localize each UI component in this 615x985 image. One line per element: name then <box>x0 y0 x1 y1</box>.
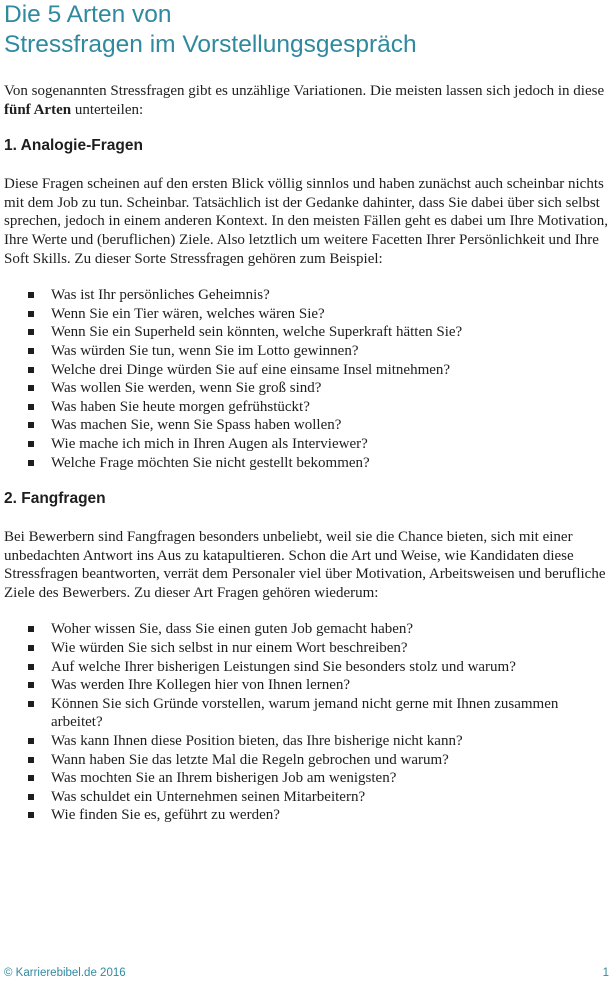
section-heading: 2. Fangfragen <box>4 490 106 508</box>
list-item <box>4 398 611 417</box>
list-item <box>4 676 611 695</box>
list-item <box>4 751 611 770</box>
title-line-1: Die 5 Arten von <box>4 1 172 28</box>
question-text: Was werden Ihre Kollegen hier von Ihnen lernen? <box>51 677 351 694</box>
page-footer <box>4 967 609 979</box>
square-bullet-icon <box>28 460 34 466</box>
square-bullet-icon <box>28 292 34 298</box>
list-item <box>4 286 611 305</box>
list-item <box>4 361 611 380</box>
intro-text-after: unterteilen: <box>71 101 144 118</box>
list-item <box>4 454 611 473</box>
intro-paragraph <box>4 82 611 119</box>
question-text: Was wollen Sie werden, wenn Sie groß sind? <box>51 380 322 397</box>
list-item <box>4 806 611 825</box>
question-text: Wie finden Sie es, geführt zu werden? <box>51 807 280 824</box>
square-bullet-icon <box>28 645 34 651</box>
question-list <box>4 620 611 825</box>
square-bullet-icon <box>28 422 34 428</box>
question-text: Was mochten Sie an Ihrem bisherigen Job am wenigsten? <box>51 770 397 787</box>
list-item <box>4 658 611 677</box>
question-text: Können Sie sich Gründe vorstellen, warum jemand nicht gerne mit Ihnen zusammen arbeitet? <box>51 695 559 731</box>
question-text: Woher wissen Sie, dass Sie einen guten Job gemacht haben? <box>51 621 414 638</box>
square-bullet-icon <box>28 311 34 317</box>
list-item <box>4 639 611 658</box>
question-text: Welche drei Dinge würden Sie auf eine einsame Insel mitnehmen? <box>51 361 451 378</box>
question-text: Was kann Ihnen diese Position bieten, das Ihre bisherige nicht kann? <box>51 733 463 750</box>
question-text: Welche Frage möchten Sie nicht gestellt bekommen? <box>51 454 370 471</box>
question-text: Wenn Sie ein Tier wären, welches wären Sie? <box>51 305 325 322</box>
list-item <box>4 379 611 398</box>
square-bullet-icon <box>28 626 34 632</box>
list-item <box>4 305 611 324</box>
question-text: Wie mache ich mich in Ihren Augen als Interviewer? <box>51 435 368 452</box>
square-bullet-icon <box>28 812 34 818</box>
page-number: 1 <box>602 967 609 979</box>
list-item <box>4 435 611 454</box>
square-bullet-icon <box>28 385 34 391</box>
list-item <box>4 732 611 751</box>
intro-bold-text: fünf Arten <box>4 101 72 118</box>
square-bullet-icon <box>28 701 34 707</box>
question-text: Was würden Sie tun, wenn Sie im Lotto gewinnen? <box>51 342 359 359</box>
list-item <box>4 769 611 788</box>
list-item <box>4 788 611 807</box>
list-item <box>4 342 611 361</box>
square-bullet-icon <box>28 775 34 781</box>
question-list <box>4 286 611 472</box>
question-text: Wie würden Sie sich selbst in nur einem Wort beschreiben? <box>51 640 408 657</box>
list-item <box>4 416 611 435</box>
question-text: Was schuldet ein Unternehmen seinen Mitarbeitern? <box>51 788 366 805</box>
question-text: Was machen Sie, wenn Sie Spass haben wollen? <box>51 417 342 434</box>
page-title <box>4 0 611 60</box>
square-bullet-icon <box>28 664 34 670</box>
intro-text-before: Von sogenannten Stressfragen gibt es unzählige Variationen. Die meisten lassen sich jedoch in diese <box>4 83 605 99</box>
square-bullet-icon <box>28 738 34 744</box>
square-bullet-icon <box>28 682 34 688</box>
section-paragraph: Bei Bewerbern sind Fangfragen besonders unbeliebt, weil sie die Chance bieten, sich mit einer unbedachten Antwort ins Aus zu katapultieren. Schon die Art und Weise, wie Kandidaten diese Stressfragen beantworten, verrät dem Personaler viel über Motivation, Arbeitsweisen und berufliche Ziele des Bewerbers. Zu dieser Art Fragen gehören wiederum: <box>4 529 606 601</box>
square-bullet-icon <box>28 348 34 354</box>
question-text: Was ist Ihr persönliches Geheimnis? <box>51 287 270 304</box>
section-paragraph: Diese Fragen scheinen auf den ersten Blick völlig sinnlos und haben zunächst auch scheinbar nichts mit dem Job zu tun. Scheinbar. Tatsächlich ist der Gedanke dahinter, dass Sie dabei über sich selbst sprechen, jedoch in einem anderen Kontext. In den meisten Fällen geht es dabei um Ihre Motivation, Ihre Werte und (beruflichen) Ziele. Also letztlich um weitere Facetten Ihrer Persönlichkeit und Ihre Soft Skills. Zu dieser Sorte Stressfragen gehören zum Beispiel: <box>4 176 608 267</box>
square-bullet-icon <box>28 757 34 763</box>
list-item <box>4 323 611 342</box>
document-page <box>4 0 611 825</box>
list-item <box>4 620 611 639</box>
square-bullet-icon <box>28 404 34 410</box>
section-fangfragen <box>4 490 611 825</box>
section-analogie-fragen <box>4 137 611 472</box>
square-bullet-icon <box>28 329 34 335</box>
square-bullet-icon <box>28 367 34 373</box>
square-bullet-icon <box>28 794 34 800</box>
title-line-2: Stressfragen im Vorstellungsgespräch <box>4 31 417 58</box>
footer-copyright: © Karrierebibel.de 2016 <box>4 967 126 979</box>
question-text: Was haben Sie heute morgen gefrühstückt? <box>51 398 310 415</box>
list-item <box>4 695 611 732</box>
question-text: Wenn Sie ein Superheld sein könnten, welche Superkraft hätten Sie? <box>51 324 463 341</box>
section-heading: 1. Analogie-Fragen <box>4 137 143 155</box>
square-bullet-icon <box>28 441 34 447</box>
question-text: Auf welche Ihrer bisherigen Leistungen sind Sie besonders stolz und warum? <box>51 658 516 675</box>
question-text: Wann haben Sie das letzte Mal die Regeln gebrochen und warum? <box>51 751 449 768</box>
